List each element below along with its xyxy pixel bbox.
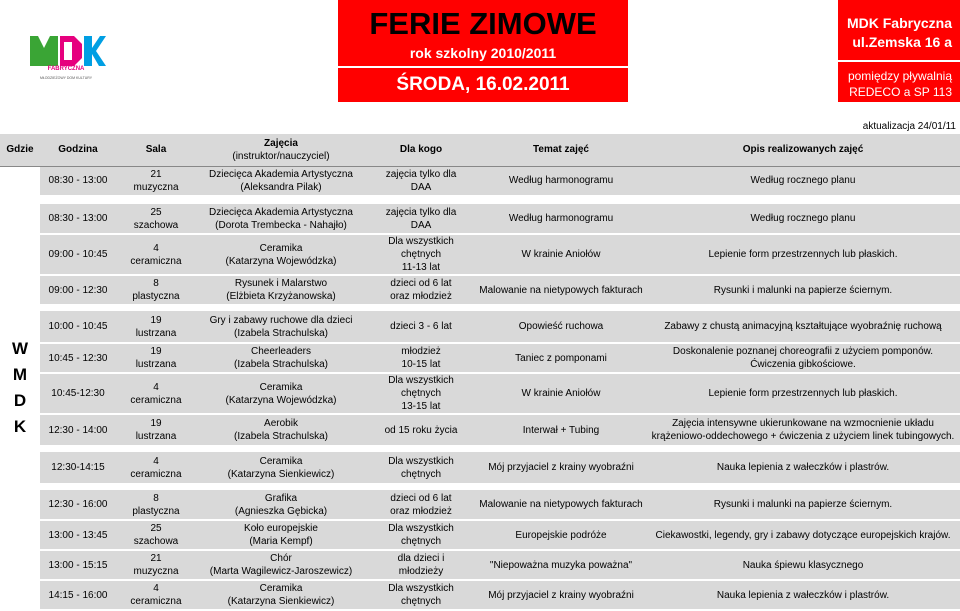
target-cell <box>366 311 476 343</box>
description-cell <box>646 311 960 343</box>
topic-cell <box>476 275 646 305</box>
room-cell-line: 4 <box>153 381 159 393</box>
target-cell-line: chętnych <box>400 596 442 607</box>
table-row <box>0 275 960 305</box>
date-label: ŚRODA, 16.02.2011 <box>396 74 570 95</box>
room-cell-line: 4 <box>153 242 159 254</box>
table-row <box>0 204 960 234</box>
room-cell-line: ceramiczna <box>130 468 182 480</box>
target-cell <box>366 490 476 520</box>
description-cell <box>646 520 960 550</box>
target-cell-line: DAA <box>410 219 432 231</box>
target-cell <box>366 414 476 446</box>
target-cell-line: dzieci 3 - 6 lat <box>390 321 452 332</box>
time-cell-line: 12:30-14:15 <box>51 462 105 473</box>
activity-cell-line: Koło europejskie <box>244 523 318 534</box>
time-cell-line: 08:30 - 13:00 <box>48 213 108 224</box>
topic-cell <box>476 234 646 275</box>
activity-cell-line: (Marta Wagilewicz-Jaroszewicz) <box>209 566 353 577</box>
room-cell-line: 19 <box>150 346 162 357</box>
time-cell <box>40 373 116 414</box>
row-spacer <box>0 196 960 204</box>
topic-cell <box>476 490 646 520</box>
col-activity-sub: (instruktor/nauczyciel) <box>232 150 330 162</box>
target-cell-line: 11-13 lat <box>401 262 441 273</box>
room-cell <box>116 373 196 414</box>
target-cell-line: młodzieży <box>398 566 444 577</box>
description-cell <box>646 452 960 484</box>
room-cell <box>116 490 196 520</box>
school-year: rok szkolny 2010/2011 <box>409 45 557 61</box>
schedule-table <box>0 134 960 611</box>
time-cell <box>40 343 116 373</box>
col-room: Sala <box>116 134 196 166</box>
activity-cell <box>196 311 366 343</box>
description-cell <box>646 343 960 373</box>
table-row <box>0 343 960 373</box>
activity-cell-line: (Aleksandra Pilak) <box>240 181 322 193</box>
time-cell <box>40 234 116 275</box>
activity-cell-line: (Katarzyna Sienkiewicz) <box>227 468 335 480</box>
description-cell-line: Doskonalenie poznanej choreografii z użyciem pomponów. Ćwiczenia gibkościowe. <box>672 346 934 370</box>
topic-cell-line: Malowanie na nietypowych fakturach <box>479 499 643 510</box>
activity-cell-line: (Katarzyna Wojewódzka) <box>225 255 337 267</box>
activity-cell-line: Chór <box>270 553 292 564</box>
room-cell-line: 25 <box>150 206 162 218</box>
topic-cell-line: W krainie Aniołów <box>521 388 601 399</box>
mdk-logo <box>24 30 106 82</box>
col-time: Godzina <box>40 134 116 166</box>
topic-cell <box>476 166 646 196</box>
room-cell-line: 21 <box>150 553 162 564</box>
room-cell-line: lustrzana <box>135 327 177 339</box>
topic-cell <box>476 580 646 610</box>
table-row <box>0 550 960 580</box>
venue-address: ul.Zemska 16 a <box>852 34 952 50</box>
description-cell <box>646 275 960 305</box>
time-cell-line: 10:45-12:30 <box>51 388 105 399</box>
description-cell-line: Zajęcia intensywne ukierunkowane na wzmocnienie układu krążeniowo-oddechowego + ćwiczenia z użyciem linek tubingowych. <box>651 418 955 442</box>
activity-cell <box>196 580 366 610</box>
room-cell <box>116 204 196 234</box>
target-cell <box>366 234 476 275</box>
target-cell <box>366 373 476 414</box>
target-cell-line: dzieci od 6 lat <box>390 278 452 289</box>
room-cell <box>116 275 196 305</box>
day-letter: W <box>11 338 29 358</box>
activity-cell <box>196 343 366 373</box>
topic-cell-line: Według harmonogramu <box>508 175 614 187</box>
activity-cell-line: (Elżbieta Krzyżanowska) <box>226 291 336 302</box>
activity-cell <box>196 452 366 484</box>
room-cell <box>116 166 196 196</box>
activity-cell <box>196 275 366 305</box>
description-cell <box>646 550 960 580</box>
description-cell <box>646 204 960 234</box>
venue-name: MDK Fabryczna <box>846 15 952 31</box>
activity-cell-line: (Dorota Trembecka - Nahajło) <box>215 219 347 231</box>
topic-cell-line: "Niepoważna muzyka poważna" <box>489 559 633 571</box>
table-row <box>0 166 960 196</box>
room-cell-line: szachowa <box>133 536 179 547</box>
room-cell-line: 19 <box>150 418 162 429</box>
target-cell-line: Dla wszystkich chętnych <box>388 375 454 399</box>
description-cell-line: Ciekawostki, legendy, gry i zabawy dotyczące europejskich krajów. <box>655 529 951 541</box>
venue-location-box <box>838 60 960 102</box>
time-cell-line: 10:00 - 10:45 <box>48 321 108 332</box>
time-cell-line: 09:00 - 12:30 <box>48 284 108 296</box>
room-cell <box>116 520 196 550</box>
time-cell <box>40 550 116 580</box>
activity-cell-line: (Katarzyna Sienkiewicz) <box>227 596 335 607</box>
description-cell-line: Rysunki i malunki na papierze ściernym. <box>713 499 893 510</box>
description-cell-line: Lepienie form przestrzennych lub płaskich. <box>708 388 898 399</box>
target-cell-line: od 15 roku życia <box>384 424 458 436</box>
activity-cell-line: (Maria Kempf) <box>249 536 313 547</box>
activity-cell <box>196 373 366 414</box>
activity-cell <box>196 204 366 234</box>
col-activity <box>196 134 366 166</box>
target-cell <box>366 343 476 373</box>
target-cell <box>366 204 476 234</box>
topic-cell <box>476 414 646 446</box>
description-cell-line: Według rocznego planu <box>750 213 856 224</box>
description-cell-line: Rysunki i malunki na papierze ściernym. <box>713 284 893 296</box>
date-box <box>338 66 628 102</box>
col-target: Dla kogo <box>366 134 476 166</box>
page-title: FERIE ZIMOWE <box>369 6 597 41</box>
room-cell-line: lustrzana <box>135 359 177 370</box>
header-row <box>0 134 960 166</box>
logo-text: FABRYCZNA <box>47 66 85 72</box>
time-cell-line: 10:45 - 12:30 <box>48 352 108 364</box>
venue-location-1: pomiędzy pływalnią <box>847 69 952 83</box>
table-row <box>0 234 960 275</box>
description-cell-line: Nauka lepienia z wałeczków i plastrów. <box>716 462 890 473</box>
activity-cell <box>196 490 366 520</box>
room-cell-line: plastyczna <box>132 291 180 302</box>
spacer-cell <box>40 196 960 204</box>
activity-cell-line: Dziecięca Akademia Artystyczna <box>209 206 353 218</box>
target-cell <box>366 166 476 196</box>
target-cell-line: Dla wszystkich <box>388 455 454 467</box>
topic-cell-line: Interwał + Tubing <box>522 424 600 436</box>
topic-cell <box>476 520 646 550</box>
table-row <box>0 373 960 414</box>
room-cell <box>116 550 196 580</box>
target-cell <box>366 452 476 484</box>
page-header <box>0 0 960 108</box>
room-cell-line: ceramiczna <box>130 394 182 406</box>
room-cell-line: 8 <box>153 492 159 504</box>
room-cell <box>116 311 196 343</box>
time-cell-line: 08:30 - 13:00 <box>48 175 108 187</box>
time-cell-line: 09:00 - 10:45 <box>48 249 108 260</box>
table-row <box>0 520 960 550</box>
description-cell-line: Według rocznego planu <box>750 175 856 187</box>
topic-cell-line: Mój przyjaciel z krainy wyobraźni <box>488 462 634 473</box>
description-cell <box>646 373 960 414</box>
table-row <box>0 452 960 484</box>
time-cell-line: 12:30 - 14:00 <box>48 424 108 436</box>
day-letter: M <box>12 364 28 384</box>
day-letter: D <box>13 390 27 410</box>
activity-cell-line: Ceramika <box>259 583 303 594</box>
title-box <box>338 0 628 66</box>
room-cell <box>116 414 196 446</box>
target-cell-line: zajęcia tylko dla <box>385 206 457 218</box>
room-cell-line: 4 <box>153 583 159 594</box>
topic-cell-line: W krainie Aniołów <box>521 249 601 260</box>
time-cell-line: 13:00 - 13:45 <box>48 529 108 541</box>
target-cell-line: 10-15 lat <box>401 359 441 370</box>
schedule-body <box>0 166 960 610</box>
table-row <box>0 311 960 343</box>
col-activity-label: Zajęcia <box>264 137 298 149</box>
room-cell-line: 21 <box>150 168 162 180</box>
room-cell-line: 19 <box>150 314 162 326</box>
time-cell <box>40 490 116 520</box>
activity-cell-line: (Agnieszka Gębicka) <box>234 505 328 517</box>
target-cell <box>366 520 476 550</box>
time-cell <box>40 414 116 446</box>
time-cell-line: 13:00 - 15:15 <box>48 559 108 571</box>
activity-cell <box>196 166 366 196</box>
room-cell-line: muzyczna <box>133 181 179 193</box>
description-cell <box>646 414 960 446</box>
target-cell <box>366 580 476 610</box>
description-cell-line: Zabawy z chustą animacyjną kształtujące wyobraźnię ruchową <box>664 321 942 332</box>
target-cell-line: dla dzieci i <box>397 553 445 564</box>
activity-cell <box>196 414 366 446</box>
room-cell <box>116 452 196 484</box>
time-cell-line: 14:15 - 16:00 <box>48 589 108 601</box>
room-cell-line: muzyczna <box>133 566 179 577</box>
topic-cell <box>476 373 646 414</box>
topic-cell <box>476 311 646 343</box>
logo-subtitle: MŁODZIEŻOWY DOM KULTURY <box>39 76 93 80</box>
description-cell <box>646 166 960 196</box>
target-cell-line: 13-15 lat <box>401 401 441 412</box>
activity-cell-line: (Katarzyna Wojewódzka) <box>225 394 337 406</box>
description-cell-line: Nauka śpiewu klasycznego <box>742 559 864 571</box>
topic-cell <box>476 204 646 234</box>
time-cell <box>40 520 116 550</box>
day-letters <box>0 166 40 610</box>
venue-box <box>838 0 960 60</box>
room-cell-line: ceramiczna <box>130 596 182 607</box>
target-cell-line: Dla wszystkich chętnych <box>388 236 454 260</box>
room-cell-line: ceramiczna <box>130 255 182 267</box>
activity-cell-line: Ceramika <box>259 455 303 467</box>
update-label: aktualizacja 24/01/11 <box>862 121 956 132</box>
target-cell <box>366 550 476 580</box>
room-cell <box>116 343 196 373</box>
target-cell-line: Dla wszystkich <box>388 583 454 594</box>
room-cell-line: szachowa <box>133 219 179 231</box>
time-cell <box>40 204 116 234</box>
target-cell-line: oraz młodzież <box>390 291 452 302</box>
col-description: Opis realizowanych zajęć <box>646 134 960 166</box>
topic-cell-line: Europejskie podróże <box>515 529 607 541</box>
target-cell-line: Dla wszystkich <box>388 523 454 534</box>
activity-cell-line: Gry i zabawy ruchowe dla dzieci <box>209 314 353 326</box>
target-cell <box>366 275 476 305</box>
topic-cell <box>476 343 646 373</box>
description-cell <box>646 580 960 610</box>
target-cell-line: DAA <box>410 181 432 193</box>
time-cell <box>40 311 116 343</box>
time-cell <box>40 452 116 484</box>
room-cell-line: 8 <box>153 278 159 289</box>
col-where: Gdzie <box>0 134 40 166</box>
activity-cell-line: Ceramika <box>259 381 303 393</box>
target-cell-line: młodzież <box>401 346 441 357</box>
activity-cell-line: Rysunek i Malarstwo <box>234 278 328 289</box>
time-cell-line: 12:30 - 16:00 <box>48 499 108 510</box>
col-topic: Temat zajęć <box>476 134 646 166</box>
description-cell <box>646 234 960 275</box>
topic-cell-line: Opowieść ruchowa <box>518 321 604 332</box>
target-cell-line: chętnych <box>400 536 442 547</box>
table-row <box>0 580 960 610</box>
activity-cell-line: Aerobik <box>264 418 298 429</box>
day-letter: K <box>13 416 27 436</box>
activity-cell-line: Cheerleaders <box>250 346 312 357</box>
room-cell-line: 4 <box>153 455 159 467</box>
activity-cell-line: (Izabela Strachulska) <box>234 431 328 442</box>
activity-cell <box>196 234 366 275</box>
time-cell <box>40 166 116 196</box>
room-cell-line: lustrzana <box>135 431 177 442</box>
topic-cell-line: Malowanie na nietypowych fakturach <box>479 284 643 296</box>
table-row <box>0 414 960 446</box>
time-cell <box>40 580 116 610</box>
topic-cell-line: Taniec z pomponami <box>515 352 607 364</box>
target-cell-line: oraz młodzież <box>390 505 452 517</box>
room-cell-line: 25 <box>150 523 162 534</box>
room-cell <box>116 234 196 275</box>
topic-cell-line: Według harmonogramu <box>508 213 614 224</box>
description-cell-line: Nauka lepienia z wałeczków i plastrów. <box>716 589 890 601</box>
target-cell-line: chętnych <box>400 468 442 480</box>
target-cell-line: zajęcia tylko dla <box>385 168 457 180</box>
activity-cell <box>196 550 366 580</box>
topic-cell <box>476 452 646 484</box>
activity-cell-line: Ceramika <box>259 242 303 254</box>
activity-cell-line: Dziecięca Akademia Artystyczna <box>209 168 353 180</box>
room-cell-line: plastyczna <box>132 505 180 517</box>
activity-cell <box>196 520 366 550</box>
activity-cell-line: Grafika <box>264 492 298 504</box>
description-cell-line: Lepienie form przestrzennych lub płaskich. <box>708 249 898 260</box>
venue-location-2: REDECO a SP 113 <box>849 85 952 99</box>
topic-cell <box>476 550 646 580</box>
room-cell <box>116 580 196 610</box>
activity-cell-line: (Izabela Strachulska) <box>234 359 328 370</box>
topic-cell-line: Mój przyjaciel z krainy wyobraźni <box>488 589 634 601</box>
activity-cell-line: (Izabela Strachulska) <box>234 327 328 339</box>
time-cell <box>40 275 116 305</box>
description-cell <box>646 490 960 520</box>
table-row <box>0 490 960 520</box>
target-cell-line: dzieci od 6 lat <box>390 492 452 504</box>
